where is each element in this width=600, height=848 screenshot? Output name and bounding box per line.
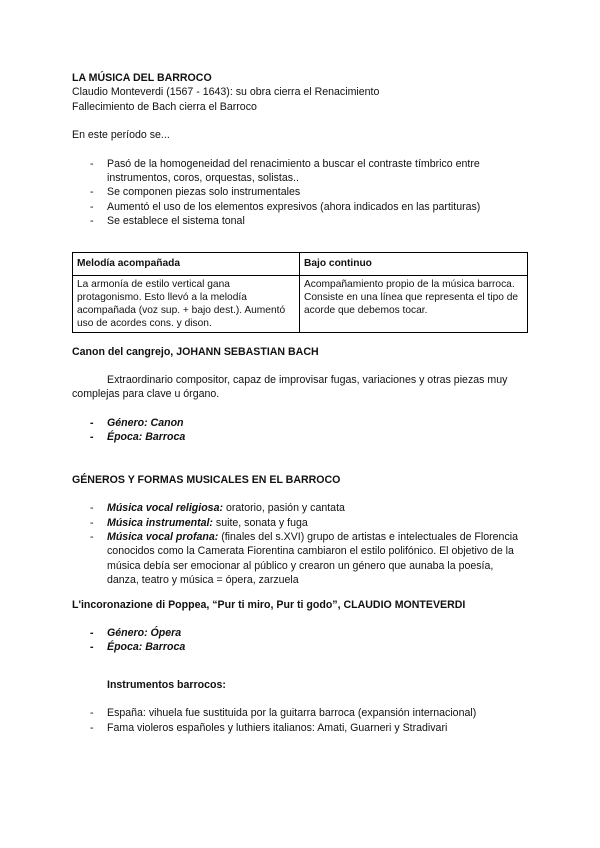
list-item: - España: vihuela fue sustituida por la guitarra barroca (expansión internacional) [72,706,528,720]
list-item: - Fama violeros españoles y luthiers italianos: Amati, Guarneri y Stradivari [72,721,528,735]
list-item: - Música instrumental: suite, sonata y fuga [72,516,528,530]
list-item: - Época: Barroca [72,430,528,444]
intro-line: Claudio Monteverdi (1567 - 1643): su obra cierra el Renacimiento [72,86,380,99]
list-item: - Pasó de la homogeneidad del renacimiento a buscar el contraste tímbrico entre instrumentos, coros, orquestas, solistas.. [72,157,528,186]
list-item: - Se establece el sistema tonal [72,214,528,228]
list-item: - Se componen piezas solo instrumentales [72,185,528,199]
paragraph: Extraordinario compositor, capaz de improvisar fugas, variaciones y otras piezas muy complejas para clave u órgano. [72,374,508,401]
section-heading: GÉNEROS Y FORMAS MUSICALES EN EL BARROCO [72,473,341,486]
instrumentos-list [72,706,528,735]
comparison-table [72,252,528,333]
canon-list [72,416,528,445]
table-cell: La armonía de estilo vertical gana protagonismo. Esto llevó a la melodía acompañada (voz sup. + bajo dest.). Aumentó uso de acordes cons. y dison. [73,275,300,332]
table-cell: Acompañamiento propio de la música barroca. Consiste en una línea que representa el tipo de acorde que debemos tocar. [300,275,528,332]
document-page [72,71,528,735]
period-list [72,157,528,229]
list-item: - Música vocal profana: (finales del s.XVI) grupo de artistas e intelectuales de Florencia conocidos como la Camerata Fiorentina cambiaron el estilo polifónico. El objetivo de la música debía ser emocionar al público y crearon un género que aunaba la poesía, danza, teatro y música = ópera, zarzuela [72,530,528,588]
list-item: - Música vocal religiosa: oratorio, pasión y cantata [72,501,528,515]
poppea-list [72,626,528,655]
table-header: Bajo continuo [300,252,528,275]
table-header: Melodía acompañada [73,252,300,275]
section-heading: L'incoronazione di Poppea, “Pur ti miro, Pur ti godo”, CLAUDIO MONTEVERDI [72,598,466,611]
document-title: LA MÚSICA DEL BARROCO [72,72,212,84]
intro-line: Fallecimiento de Bach cierra el Barroco [72,100,257,113]
section-heading: Instrumentos barrocos: [107,678,226,691]
list-item: - Género: Ópera [72,626,528,640]
list-item: - Aumentó el uso de los elementos expresivos (ahora indicados en las partituras) [72,200,528,214]
list-item: - Género: Canon [72,416,528,430]
list-item: - Época: Barroca [72,640,528,654]
period-intro: En este período se... [72,129,170,142]
section-heading: Canon del cangrejo, JOHANN SEBASTIAN BACH [72,345,319,358]
generos-list [72,501,528,587]
